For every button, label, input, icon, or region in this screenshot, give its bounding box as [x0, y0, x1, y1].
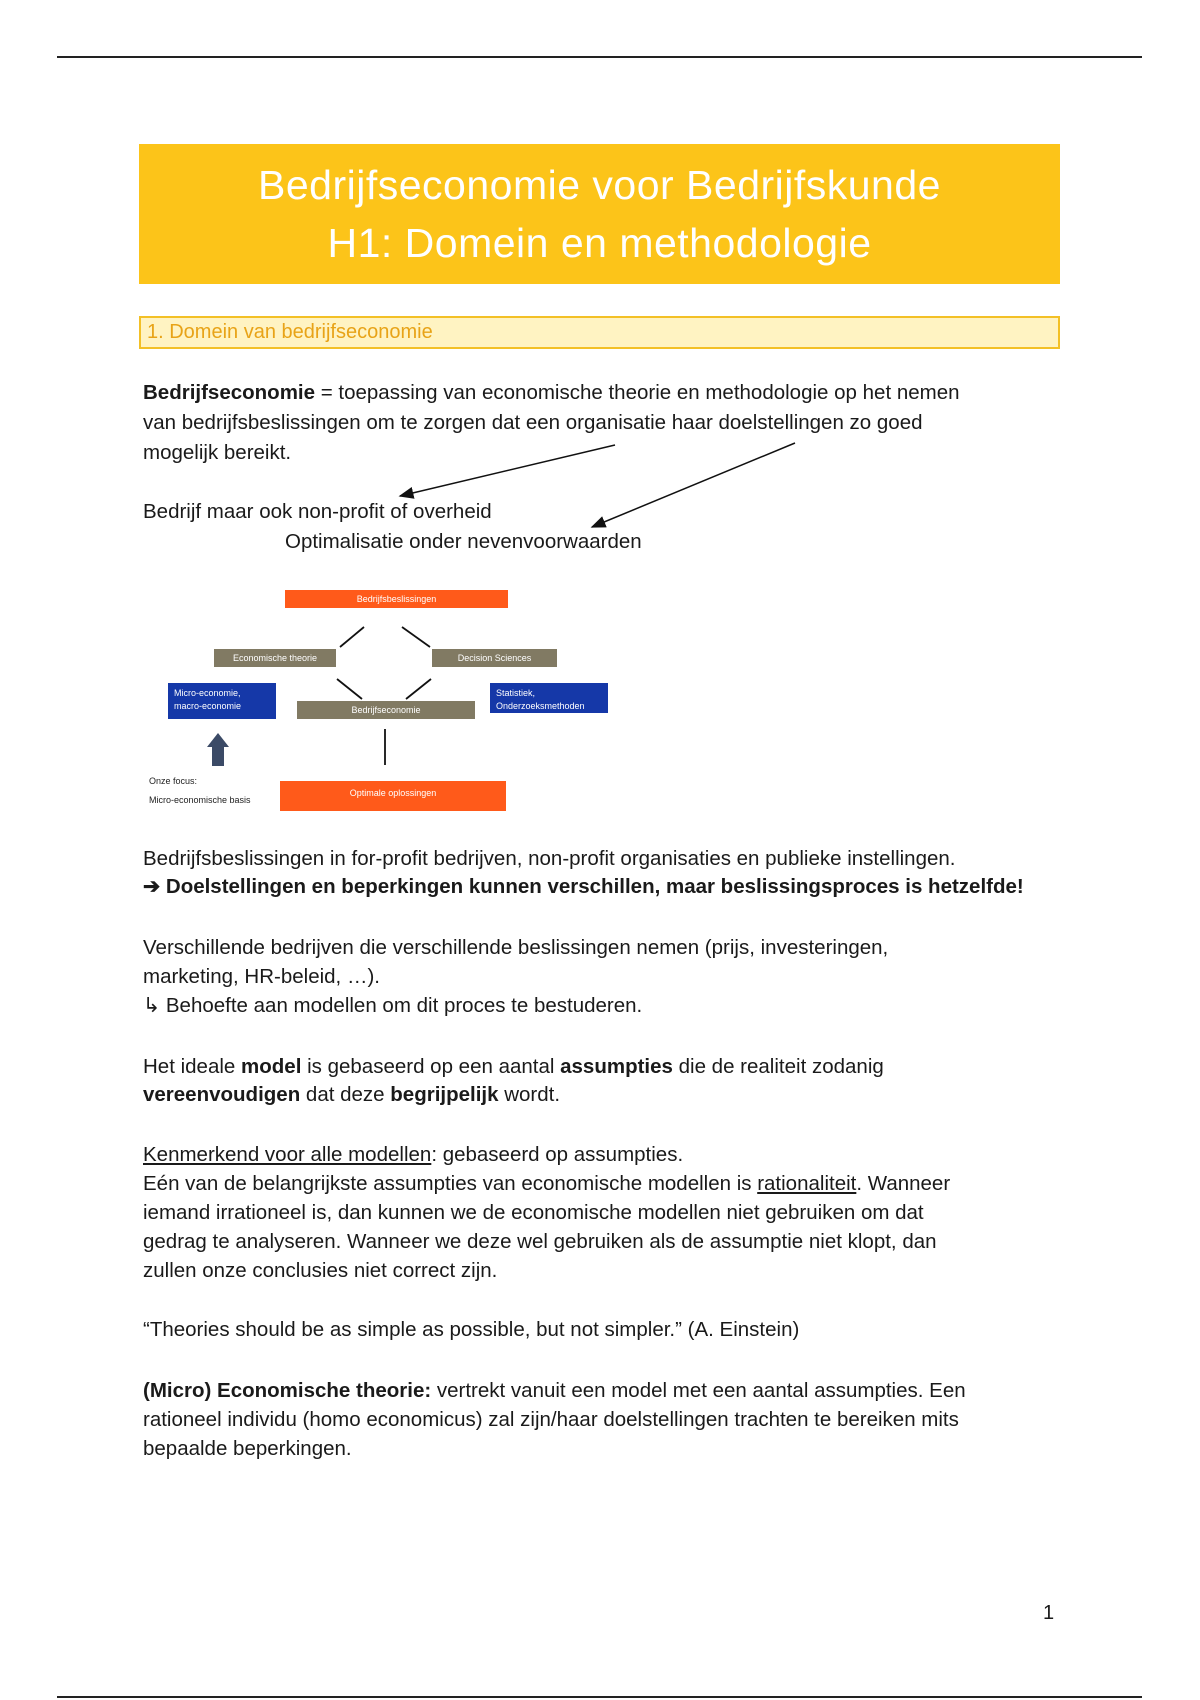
para2-line-1: Verschillende bedrijven die verschillende beslissingen nemen (prijs, investeringen,	[143, 936, 889, 959]
annotation-arrows	[0, 0, 1200, 560]
decision-diagram	[140, 575, 640, 820]
diagram-focus-line-2: Micro-economische basis	[149, 795, 251, 805]
diagram-blue-right-box: Statistiek, Onderzoeksmethoden	[490, 683, 608, 713]
einstein-quote: “Theories should be as simple as possible, but not simpler.” (A. Einstein)	[143, 1318, 800, 1341]
para1-line-2: ➔ Doelstellingen en beperkingen kunnen verschillen, maar beslissingsproces is hetzelfde!	[143, 875, 1024, 898]
title-line-2: H1: Domein en methodologie	[327, 220, 872, 266]
para5-line-1: (Micro) Economische theorie: vertrekt vanuit een model met een aantal assumpties. Een	[143, 1379, 966, 1402]
annotation-note-2: Optimalisatie onder nevenvoorwaarden	[285, 530, 642, 553]
definition-term: Bedrijfseconomie	[143, 381, 316, 404]
title-line-1: Bedrijfseconomie voor Bedrijfskunde	[258, 162, 941, 208]
arrow-icon: ➔	[143, 875, 161, 898]
diagram-center-box: Bedrijfseconomie	[297, 701, 475, 719]
diagram-top-box: Bedrijfsbeslissingen	[285, 590, 508, 608]
section-heading: 1. Domein van bedrijfseconomie	[139, 316, 1060, 349]
definition-line-1: Bedrijfseconomie = toepassing van economische theorie en methodologie op het nemen	[143, 381, 960, 404]
para2-line-2: marketing, HR-beleid, …).	[143, 965, 380, 988]
para4-line-4: gedrag te analyseren. Wanneer we deze wel gebruiken als de assumptie niet klopt, dan	[143, 1230, 937, 1253]
annotation-note-1: Bedrijf maar ook non-profit of overheid	[143, 500, 492, 523]
definition-line-3: mogelijk bereikt.	[143, 441, 292, 464]
para5-line-3: bepaalde beperkingen.	[143, 1437, 352, 1460]
diagram-blue-left-box: Micro-economie, macro-economie	[168, 683, 276, 719]
diagram-bottom-box: Optimale oplossingen	[280, 781, 506, 811]
para4-line-1: Kenmerkend voor alle modellen: gebaseerd op assumpties.	[143, 1143, 684, 1166]
para4-line-2: Eén van de belangrijkste assumpties van economische modellen is rationaliteit. Wanneer	[143, 1172, 951, 1195]
bottom-rule	[57, 1696, 1142, 1698]
para3-line-2: vereenvoudigen dat deze begrijpelijk wordt.	[143, 1083, 561, 1106]
para3-line-1: Het ideale model is gebaseerd op een aantal assumpties die de realiteit zodanig	[143, 1055, 884, 1078]
para4-line-5: zullen onze conclusies niet correct zijn.	[143, 1259, 498, 1282]
para2-line-3: ↳ Behoefte aan modellen om dit proces te bestuderen.	[143, 994, 643, 1017]
return-arrow-icon: ↳	[143, 994, 161, 1017]
para1-line-1: Bedrijfsbeslissingen in for-profit bedrijven, non-profit organisaties en publieke instellingen.	[143, 847, 956, 870]
page-number: 1	[1043, 1602, 1055, 1624]
diagram-focus-line-1: Onze focus:	[149, 776, 198, 786]
diagram-left-box: Economische theorie	[214, 649, 336, 667]
diagram-connectors	[140, 575, 640, 820]
definition-line-2: van bedrijfsbeslissingen om te zorgen dat een organisatie haar doelstellingen zo goed	[143, 411, 923, 434]
para5-line-2: rationeel individu (homo economicus) zal zijn/haar doelstellingen trachten te bereiken mits	[143, 1408, 959, 1431]
para4-line-3: iemand irrationeel is, dan kunnen we de economische modellen niet gebruiken om dat	[143, 1201, 924, 1224]
diagram-right-box: Decision Sciences	[432, 649, 557, 667]
